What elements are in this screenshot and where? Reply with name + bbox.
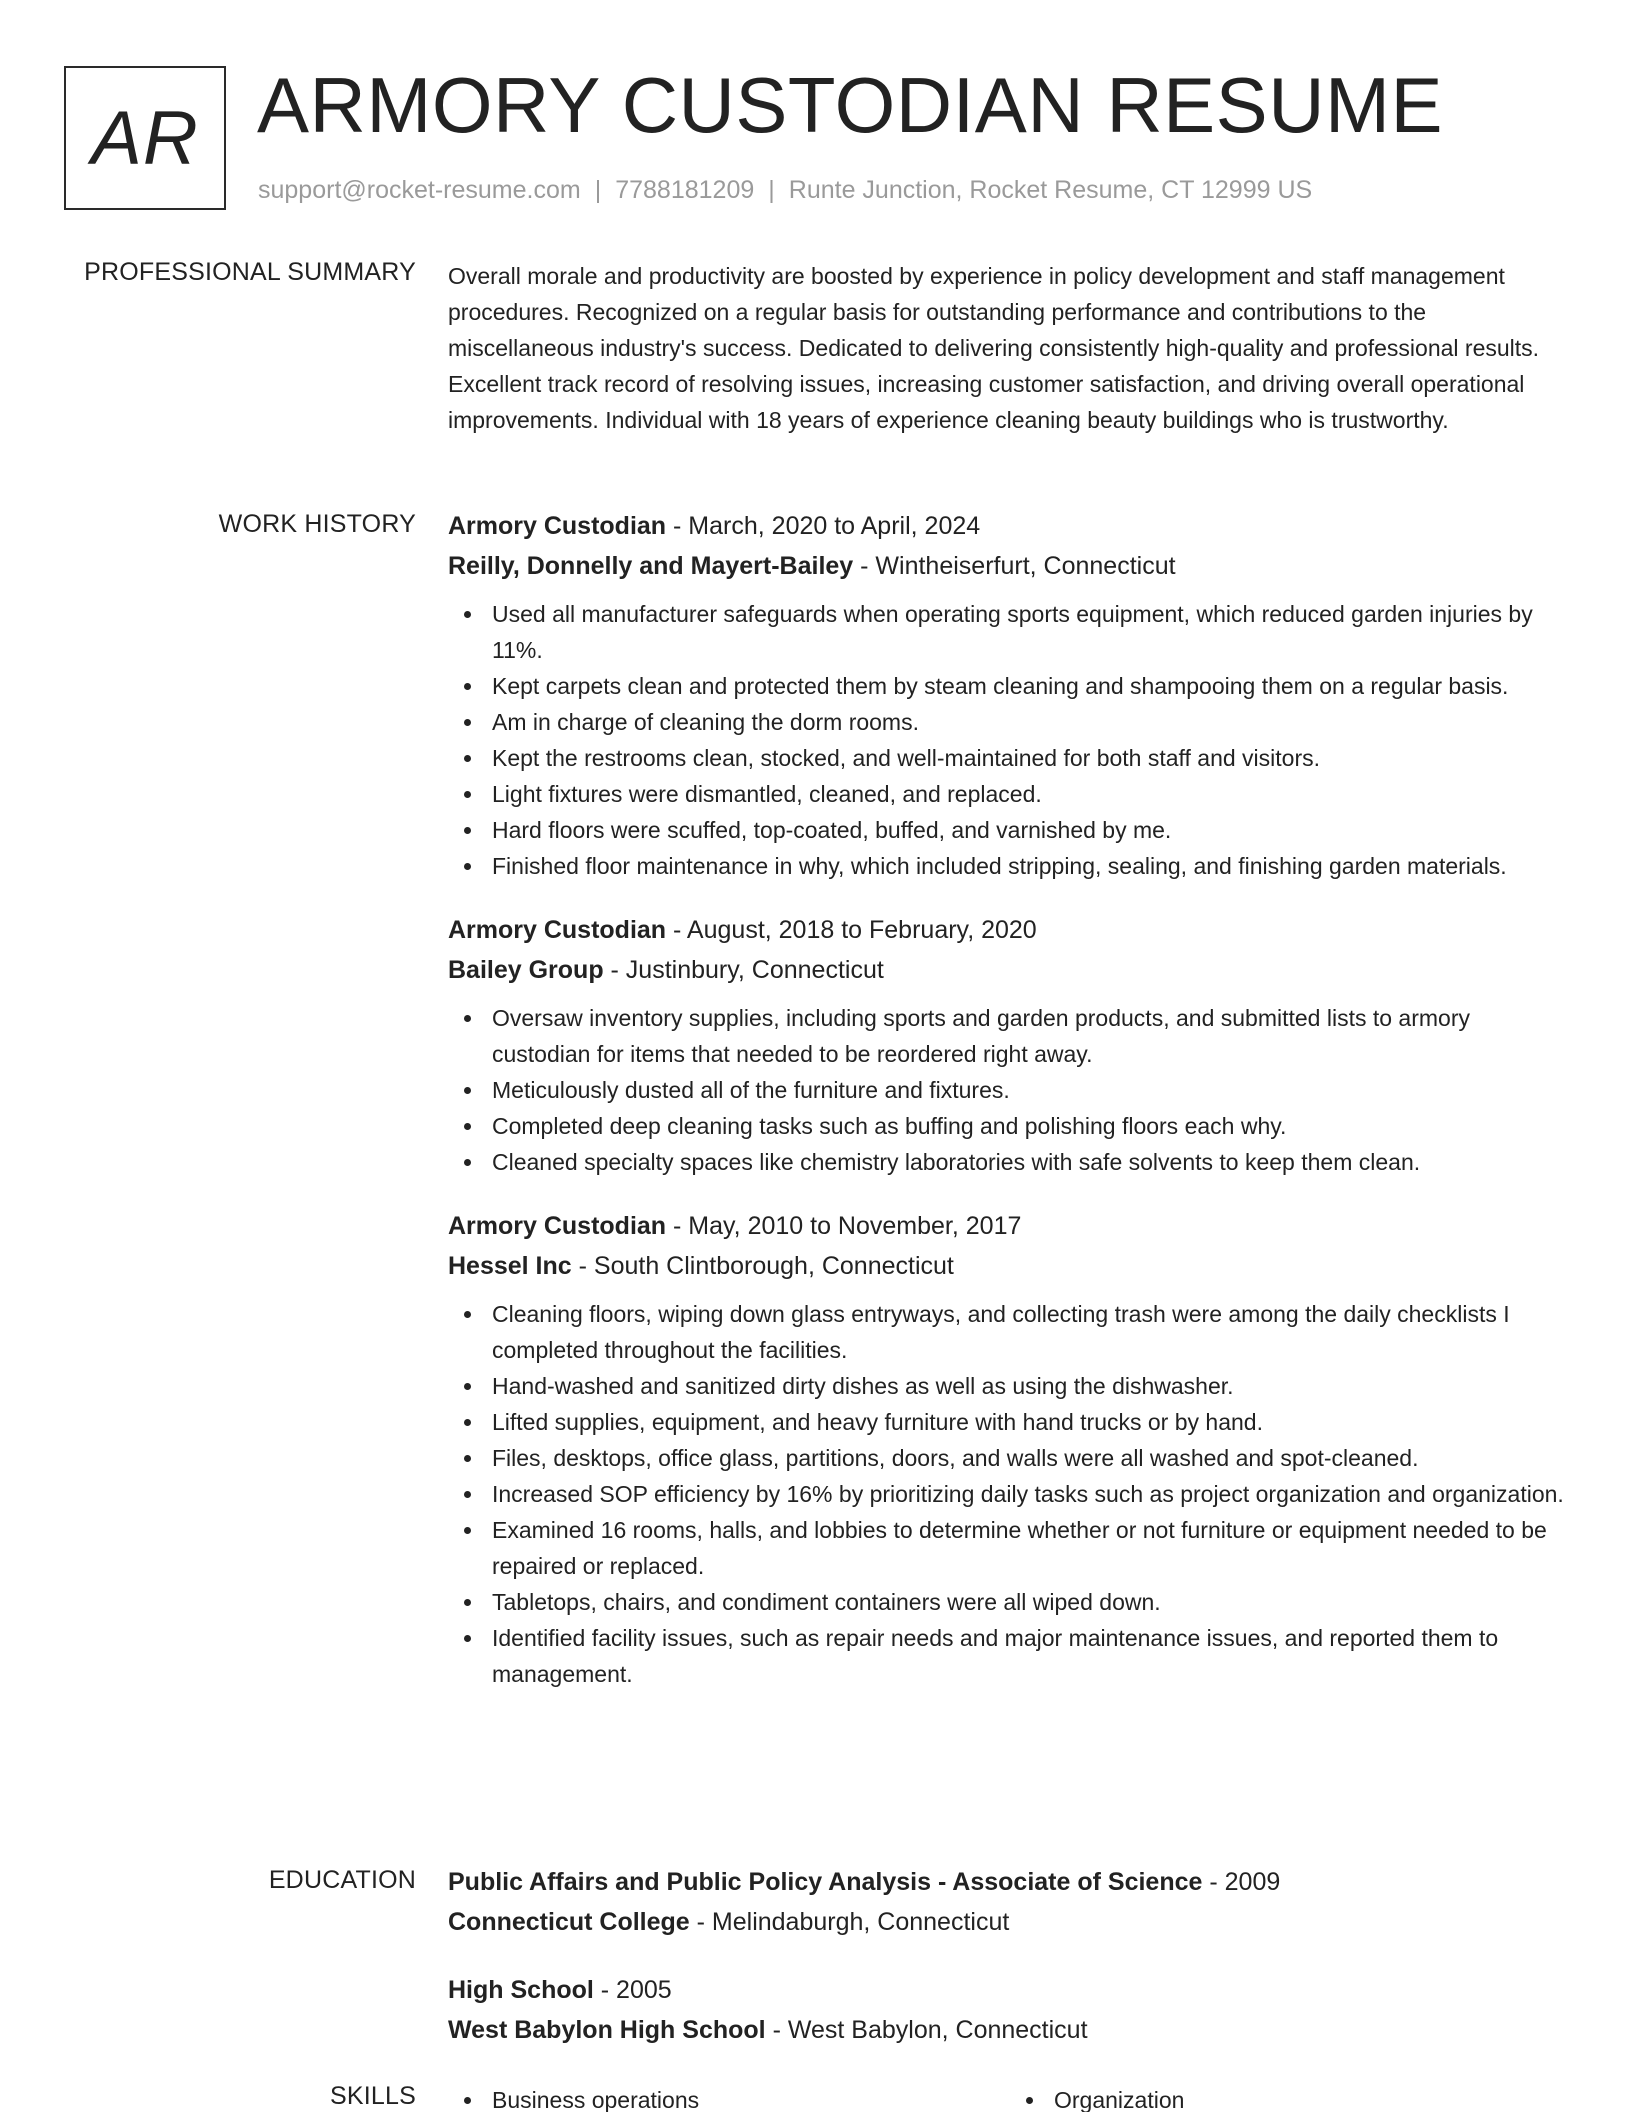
education-entry — [448, 1862, 1572, 1942]
job-entry — [448, 910, 1572, 1180]
work-history-list — [448, 506, 1572, 1718]
contact-phone[interactable]: 7788181209 — [615, 176, 755, 204]
job-company: Bailey Group — [448, 956, 604, 984]
job-bullets — [448, 596, 1572, 884]
job-bullet: Kept carpets clean and protected them by steam cleaning and shampooing them on a regular basis. — [448, 668, 1572, 704]
education-school-line — [448, 1902, 1572, 1942]
skills-list — [448, 2082, 1572, 2112]
job-title-line — [448, 910, 1572, 950]
skills-column — [1010, 2082, 1572, 2112]
job-location: - South Clintborough, Connecticut — [571, 1252, 954, 1280]
summary-text: Overall morale and productivity are boosted by experience in policy development and staff management procedures. Recognized on a regular basis for outstanding performance and contributions to the miscellaneous industry's success. Dedicated to delivering consistently high-quality and professional results. Excellent track record of resolving issues, increasing customer satisfaction, and driving overall operational improvements. Individual with 18 years of experience cleaning beauty buildings who is trustworthy. — [448, 263, 1540, 433]
job-dates: - March, 2020 to April, 2024 — [666, 512, 981, 540]
job-company-line — [448, 950, 1572, 990]
resume-header — [64, 61, 1568, 210]
job-bullet: Light fixtures were dismantled, cleaned, and replaced. — [448, 776, 1572, 812]
job-title-line — [448, 1206, 1572, 1246]
job-location: - Wintheiserfurt, Connecticut — [853, 552, 1176, 580]
education-school: West Babylon High School — [448, 2016, 766, 2044]
job-bullet: Finished floor maintenance in why, which included stripping, sealing, and finishing garden materials. — [448, 848, 1572, 884]
job-bullet: Am in charge of cleaning the dorm rooms. — [448, 704, 1572, 740]
job-title: Armory Custodian — [448, 512, 667, 540]
monogram-initials: AR — [91, 95, 199, 181]
job-bullet: Kept the restrooms clean, stocked, and well-maintained for both staff and visitors. — [448, 740, 1572, 776]
education-degree: Public Affairs and Public Policy Analysis - Associate of Science — [448, 1868, 1203, 1896]
job-dates: - May, 2010 to November, 2017 — [666, 1212, 1022, 1240]
contact-line — [258, 176, 1312, 205]
job-location: - Justinbury, Connecticut — [603, 956, 884, 984]
contact-address: Runte Junction, Rocket Resume, CT 12999 US — [788, 176, 1313, 204]
job-bullet: Identified facility issues, such as repair needs and major maintenance issues, and reported them to management. — [448, 1620, 1572, 1692]
education-year: - 2005 — [593, 1976, 672, 2004]
job-bullets — [448, 1296, 1572, 1692]
skill-item: Organization — [1010, 2082, 1572, 2112]
contact-separator: | — [594, 176, 602, 204]
job-company-line — [448, 1246, 1572, 1286]
education-degree-line — [448, 1862, 1572, 1902]
education-degree-line — [448, 1970, 1572, 2010]
section-label-education: EDUCATION — [268, 1866, 416, 1894]
job-entry — [448, 1206, 1572, 1692]
job-company-line — [448, 546, 1572, 586]
job-dates: - August, 2018 to February, 2020 — [666, 916, 1037, 944]
resume-title: ARMORY CUSTODIAN RESUME — [257, 61, 1444, 149]
job-entry — [448, 506, 1572, 884]
section-label-skills: SKILLS — [330, 2082, 416, 2110]
job-company: Hessel Inc — [448, 1252, 572, 1280]
education-degree: High School — [448, 1976, 594, 2004]
job-bullet: Hand-washed and sanitized dirty dishes as well as using the dishwasher. — [448, 1368, 1572, 1404]
job-bullet: Lifted supplies, equipment, and heavy furniture with hand trucks or by hand. — [448, 1404, 1572, 1440]
contact-email[interactable]: support@rocket-resume.com — [258, 176, 581, 204]
education-location: - West Babylon, Connecticut — [765, 2016, 1088, 2044]
job-bullet: Cleaning floors, wiping down glass entryways, and collecting trash were among the daily checklists I completed throughout the facilities. — [448, 1296, 1572, 1368]
skills-column — [448, 2082, 1010, 2112]
job-bullet: Examined 16 rooms, halls, and lobbies to determine whether or not furniture or equipment needed to be repaired or replaced. — [448, 1512, 1572, 1584]
job-title: Armory Custodian — [448, 1212, 667, 1240]
skill-item: Business operations — [448, 2082, 1010, 2112]
education-location: - Melindaburgh, Connecticut — [689, 1908, 1010, 1936]
job-company: Reilly, Donnelly and Mayert-Bailey — [448, 552, 854, 580]
job-bullet: Tabletops, chairs, and condiment containers were all wiped down. — [448, 1584, 1572, 1620]
job-bullet: Used all manufacturer safeguards when operating sports equipment, which reduced garden injuries by 11%. — [448, 596, 1572, 668]
education-entry — [448, 1970, 1572, 2050]
section-label-work-history: WORK HISTORY — [218, 510, 416, 538]
job-bullet: Cleaned specialty spaces like chemistry laboratories with safe solvents to keep them clean. — [448, 1144, 1572, 1180]
job-bullet: Files, desktops, office glass, partitions, doors, and walls were all washed and spot-cleaned. — [448, 1440, 1572, 1476]
job-bullet: Completed deep cleaning tasks such as buffing and polishing floors each why. — [448, 1108, 1572, 1144]
job-title: Armory Custodian — [448, 916, 667, 944]
education-school: Connecticut College — [448, 1908, 690, 1936]
job-title-line — [448, 506, 1572, 546]
job-bullet: Oversaw inventory supplies, including sports and garden products, and submitted lists to armory custodian for items that needed to be reordered right away. — [448, 1000, 1572, 1072]
job-bullet: Meticulously dusted all of the furniture and fixtures. — [448, 1072, 1572, 1108]
education-list — [448, 1862, 1572, 2078]
monogram-logo — [64, 66, 226, 210]
section-label-summary: PROFESSIONAL SUMMARY — [84, 258, 416, 286]
job-bullets — [448, 1000, 1572, 1180]
education-year: - 2009 — [1202, 1868, 1281, 1896]
job-bullet: Hard floors were scuffed, top-coated, buffed, and varnished by me. — [448, 812, 1572, 848]
education-school-line — [448, 2010, 1572, 2050]
job-bullet: Increased SOP efficiency by 16% by prioritizing daily tasks such as project organization and organization. — [448, 1476, 1572, 1512]
contact-separator: | — [768, 176, 775, 204]
